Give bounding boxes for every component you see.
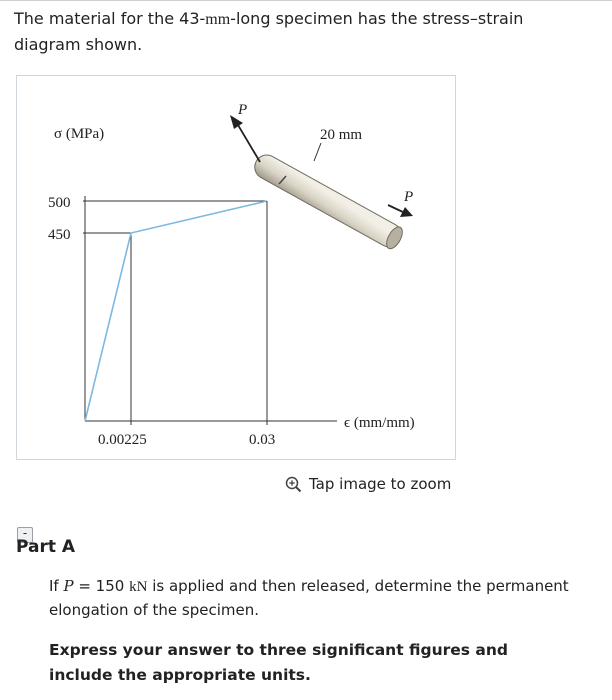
strain-axis-label: ϵ (mm/mm) [344, 415, 415, 431]
load-arrow-top [238, 125, 260, 162]
stress-axis-label: σ (MPa) [54, 126, 105, 142]
zoom-label: Tap image to zoom [309, 475, 452, 493]
figure-image[interactable] [16, 75, 456, 460]
problem-unit: mm [205, 11, 231, 28]
zoom-in-icon [285, 476, 302, 493]
load-label-top: P [238, 102, 248, 118]
x-tick-label-0.00225: 0.00225 [98, 432, 147, 448]
load-variable: P [63, 577, 74, 595]
problem-statement: The material for the 43-mm-long specimen has the stress–strain diagram shown. [14, 9, 524, 54]
diameter-label: 20 mm [320, 127, 363, 143]
y-tick-label-500: 500 [48, 195, 71, 211]
tap-to-zoom-link[interactable] [285, 473, 451, 495]
top-divider [0, 0, 612, 1]
diameter-leader [314, 143, 321, 161]
collapse-icon[interactable]: - [17, 527, 33, 543]
specimen-rod [250, 151, 405, 251]
question-text: If P = 150 kN is applied and then released, determine the permanent elongation of the specimen. [49, 577, 569, 619]
x-tick-label-0.03: 0.03 [249, 432, 276, 448]
answer-instruction: Express your answer to three significant figures and include the appropriate units. [49, 641, 509, 684]
stress-strain-curve [85, 201, 267, 421]
load-unit: kN [129, 579, 148, 595]
stress-strain-diagram [17, 76, 455, 459]
load-arrow-bottom [388, 205, 405, 213]
part-title: Part A [16, 537, 76, 557]
y-tick-label-450: 450 [48, 227, 71, 243]
load-label-bottom: P [404, 189, 414, 205]
